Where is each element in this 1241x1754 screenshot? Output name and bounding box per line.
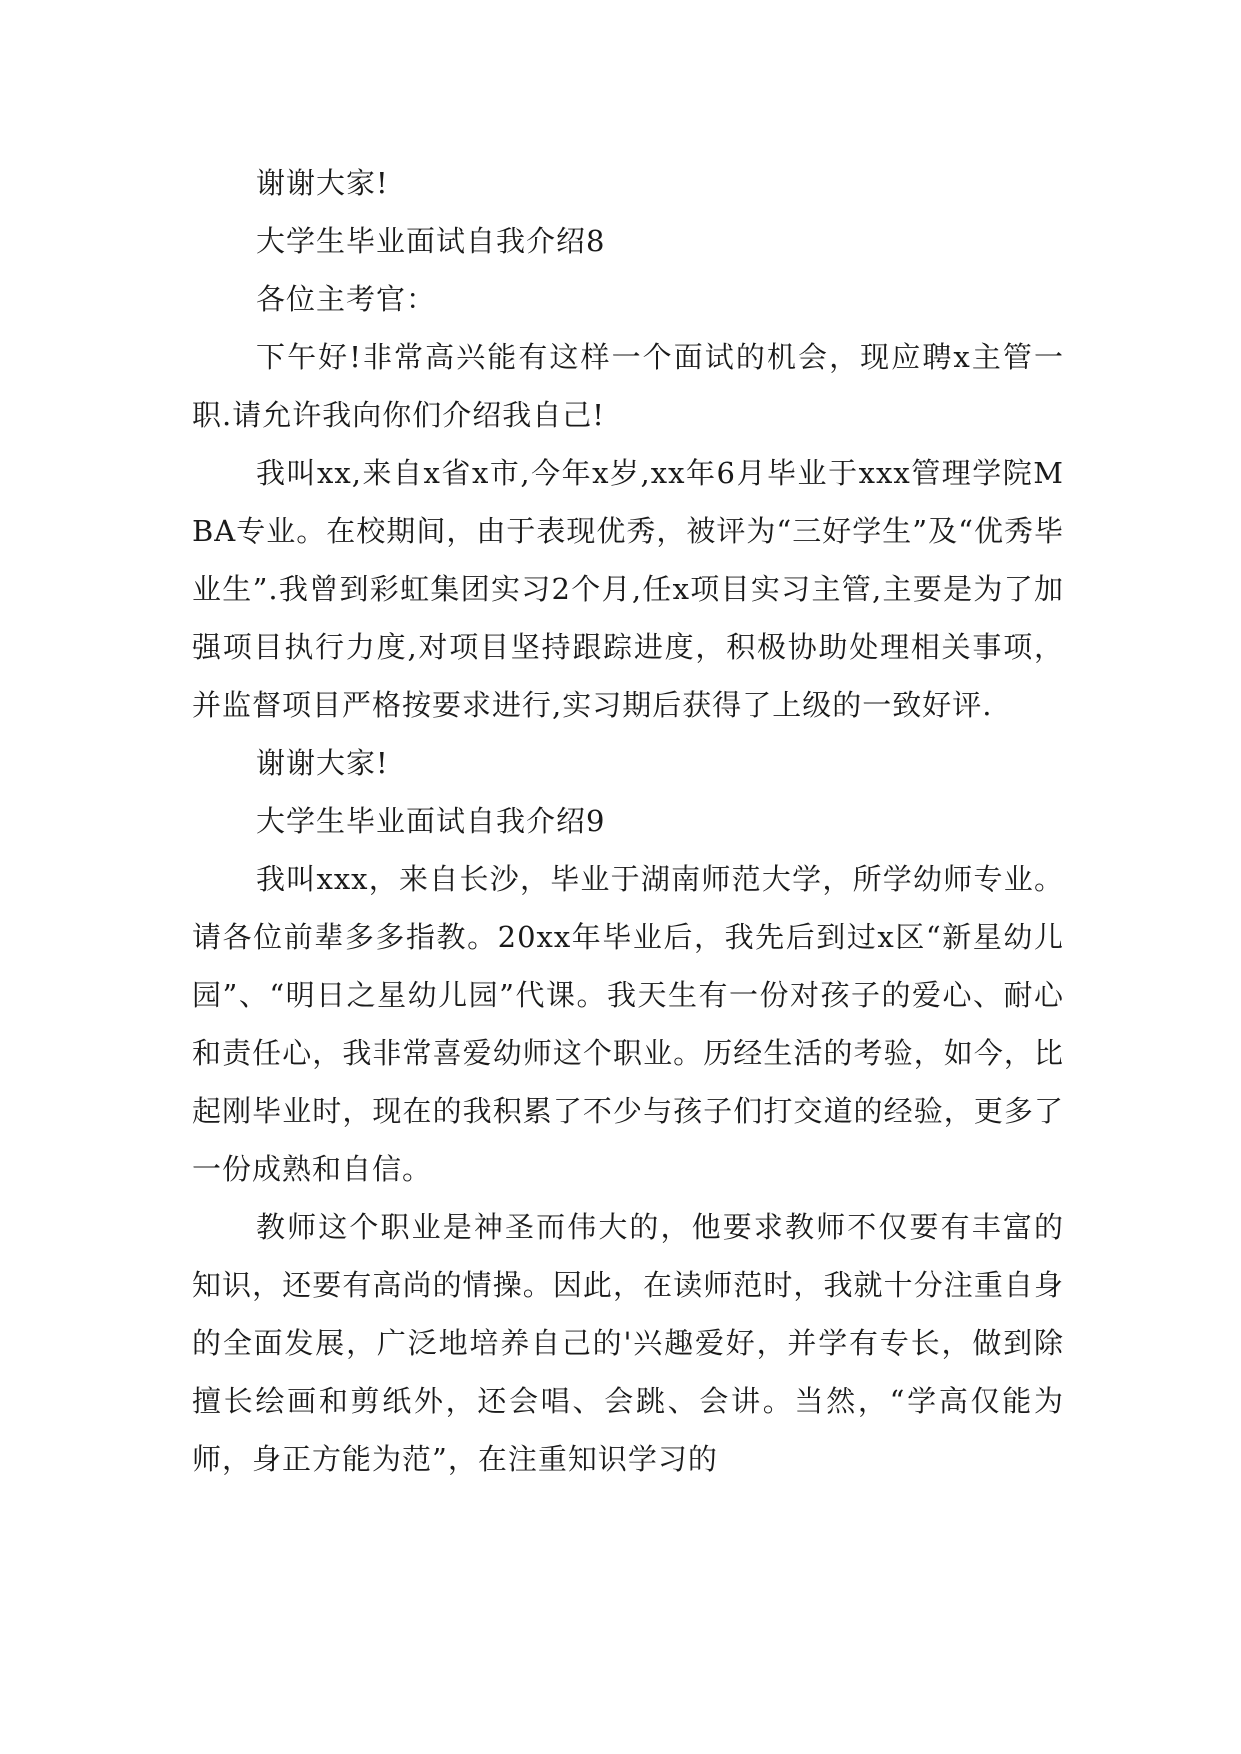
paragraph-introduction: 我叫xxx，来自长沙，毕业于湖南师范大学，所学幼师专业。请各位前辈多多指教。20xx年毕业后，我先后到过x区“新星幼儿园”、“明日之星幼儿园”代课。我天生有一份对孩子的爱心、耐心和责任心，我非常喜爱幼师这个职业。历经生活的考验，如今，比起刚毕业时，现在的我积累了不少与孩子们打交道的经验，更多了一份成熟和自信。 <box>192 862 1064 1186</box>
paragraph-greeting: 下午好!非常高兴能有这样一个面试的机会，现应聘x主管一职.请允许我向你们介绍我自己! <box>192 340 1064 432</box>
salutation: 各位主考官： <box>256 282 437 316</box>
paragraph-teaching: 教师这个职业是神圣而伟大的，他要求教师不仅要有丰富的知识，还要有高尚的情操。因此，在读师范时，我就十分注重自身的全面发展，广泛地培养自己的'兴趣爱好，并学有专长，做到除擅长绘画和剪纸外，还会唱、会跳、会讲。当然，“学高仅能为师，身正方能为范”，在注重知识学习的 <box>192 1210 1064 1476</box>
section-heading-8: 大学生毕业面试自我介绍8 <box>256 224 606 258</box>
closing-thanks: 谢谢大家! <box>256 166 389 200</box>
closing-thanks: 谢谢大家! <box>256 746 389 780</box>
paragraph-background: 我叫xx,来自x省x市,今年x岁,xx年6月毕业于xxx管理学院MBA专业。在校期间，由于表现优秀，被评为“三好学生”及“优秀毕业生”.我曾到彩虹集团实习2个月,任x项目实习主管,主要是为了加强项目执行力度,对项目坚持跟踪进度，积极协助处理相关事项，并监督项目严格按要求进行,实习期后获得了上级的一致好评. <box>192 456 1064 722</box>
document-body <box>192 154 1064 1488</box>
section-heading-9: 大学生毕业面试自我介绍9 <box>256 804 606 838</box>
